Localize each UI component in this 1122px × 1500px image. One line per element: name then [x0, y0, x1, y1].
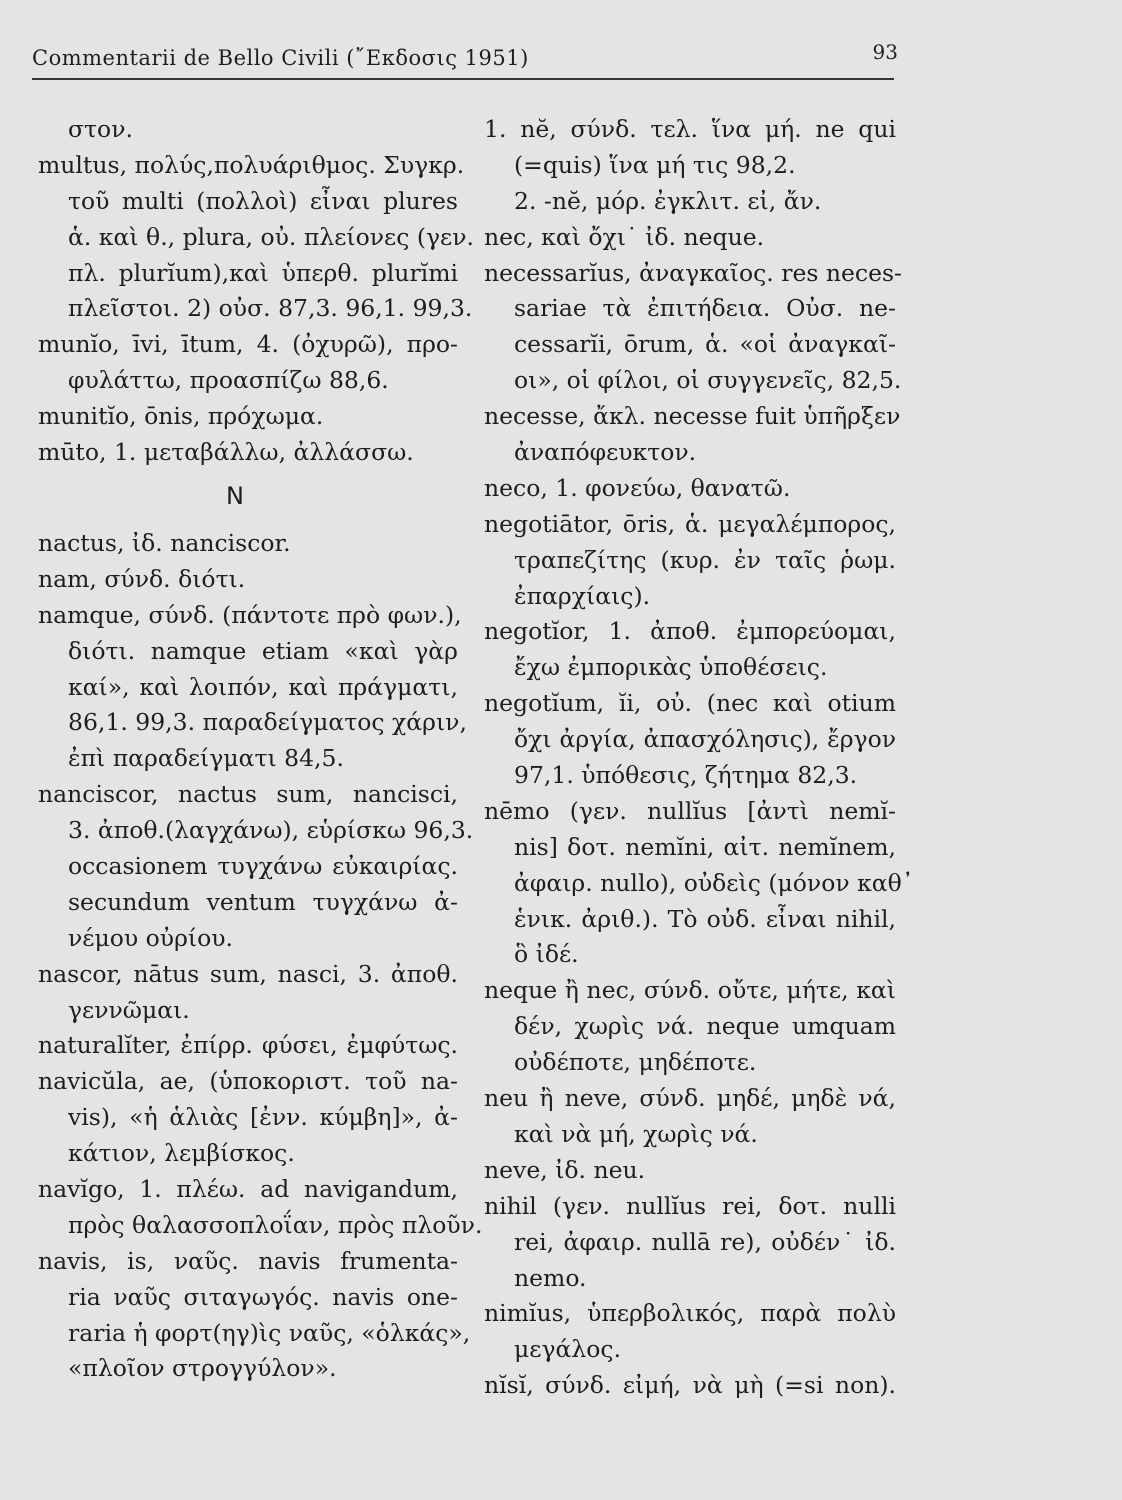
- dictionary-line: neco, 1. φονεύω, θανατῶ.: [484, 473, 791, 502]
- dictionary-line: οι», οἱ φίλοι, οἱ συγγενεῖς, 82,5.: [514, 366, 902, 395]
- dictionary-line: munitĭo, ōnis, πρόχωμα.: [38, 402, 324, 431]
- header-divider: [32, 78, 894, 80]
- dictionary-line: nimĭus, ὑπερβολικός, παρὰ πολὺ: [484, 1299, 896, 1328]
- dictionary-line: mūto, 1. μεταβάλλω, ἀλλάσσω.: [38, 438, 414, 467]
- dictionary-line: νέμου οὐρίου.: [68, 923, 234, 952]
- dictionary-line: negotĭum, ĭi, οὐ. (nec καὶ otium: [484, 689, 896, 718]
- dictionary-line: 2. -nĕ, μόρ. ἐγκλιτ. εἰ, ἄν.: [514, 186, 822, 215]
- dictionary-line: nemo.: [514, 1263, 587, 1292]
- dictionary-line: necessarĭus, ἀναγκαῖος. res neces-: [484, 258, 902, 287]
- dictionary-line: vis), «ἡ ἁλιὰς [ἐνν. κύμβη]», ἀ-: [68, 1103, 458, 1132]
- dictionary-line: «πλοῖον στρογγύλον».: [68, 1354, 337, 1383]
- dictionary-line: namque, σύνδ. (πάντοτε πρὸ φων.),: [38, 600, 462, 629]
- dictionary-line: munĭo, īvi, ītum, 4. (ὀχυρῶ), προ-: [38, 330, 458, 359]
- header-title: Commentarii de Bello Civili (῎Εκδοσις 1951): [32, 46, 529, 70]
- left-column-bottom: [38, 526, 483, 1387]
- dictionary-line: nascor, nātus sum, nasci, 3. ἀποθ.: [38, 959, 458, 988]
- left-column-top: [38, 112, 474, 471]
- dictionary-line: ἐπαρχίαις).: [514, 581, 651, 610]
- dictionary-line: ἀναπόφευκτον.: [514, 438, 697, 467]
- dictionary-line: ἐπὶ παραδείγματι 84,5.: [68, 744, 344, 773]
- dictionary-line: ὃ ἰδέ.: [514, 940, 579, 969]
- dictionary-line: secundum ventum τυγχάνω ἀ-: [68, 887, 458, 916]
- dictionary-line: ἑνικ. ἀριθ.). Τὸ οὐδ. εἶναι nihil,: [514, 904, 896, 933]
- dictionary-line: στον.: [68, 115, 133, 143]
- dictionary-line: πλ. plurĭum),καὶ ὑπερθ. plurĭmi: [68, 258, 458, 287]
- dictionary-line: διότι. namque etiam «καὶ γὰρ: [68, 636, 458, 665]
- dictionary-line: μεγάλος.: [514, 1335, 622, 1364]
- dictionary-line: rei, ἀφαιρ. nullā re), οὐδέν˙ ἰδ.: [514, 1227, 896, 1256]
- running-header: [32, 40, 898, 80]
- dictionary-line: καὶ νὰ μή, χωρὶς νά.: [514, 1119, 758, 1148]
- dictionary-line: κάτιον, λεμβίσκος.: [68, 1139, 295, 1168]
- dictionary-line: γεννῶμαι.: [68, 995, 190, 1024]
- dictionary-line: ἔχω ἐμπορικὰς ὑποθέσεις.: [514, 653, 828, 682]
- dictionary-line: 86,1. 99,3. παραδείγματος χάριν,: [68, 708, 467, 737]
- dictionary-line: ὄχι ἀργία, ἀπασχόλησις), ἔργον: [514, 725, 896, 754]
- dictionary-line: neve, ἰδ. neu.: [484, 1155, 646, 1184]
- dictionary-line: navicŭla, ae, (ὑποκοριστ. τοῦ na-: [38, 1067, 458, 1096]
- dictionary-line: 3. ἀποθ.(λαγχάνω), εὑρίσκω 96,3.: [68, 816, 474, 845]
- dictionary-line: navis, is, ναῦς. navis frumenta-: [38, 1246, 458, 1275]
- dictionary-line: (=quis) ἵνα μή τις 98,2.: [514, 150, 796, 179]
- dictionary-line: sariae τὰ ἐπιτήδεια. Οὐσ. ne-: [514, 294, 896, 323]
- dictionary-line: δέν, χωρὶς νά. neque umquam: [514, 1012, 896, 1041]
- dictionary-line: neque ἢ nec, σύνδ. οὔτε, μήτε, καὶ: [484, 976, 896, 1005]
- dictionary-line: nam, σύνδ. διότι.: [38, 564, 246, 593]
- dictionary-line: nactus, ἰδ. nanciscor.: [38, 529, 291, 557]
- dictionary-line: raria ἡ φορτ(ηγ)ὶς ναῦς, «ὁλκάς»,: [68, 1318, 471, 1347]
- dictionary-line: ἁ. καὶ θ., plura, οὐ. πλείονες (γεν.: [68, 222, 474, 251]
- dictionary-line: 97,1. ὑπόθεσις, ζήτημα 82,3.: [514, 761, 858, 790]
- dictionary-line: nĭsĭ, σύνδ. εἰμή, νὰ μὴ (=si non).: [484, 1371, 896, 1400]
- page-number: 93: [872, 40, 898, 64]
- dictionary-line: φυλάττω, προασπίζω 88,6.: [68, 366, 389, 395]
- dictionary-line: οὐδέποτε, μηδέποτε.: [514, 1048, 757, 1077]
- dictionary-line: nis] δοτ. nemĭni, αἰτ. nemĭnem,: [514, 832, 896, 861]
- dictionary-line: πρὸς θαλασσοπλοΐαν, πρὸς πλοῦν.: [68, 1210, 483, 1239]
- dictionary-line: negotiātor, ōris, ἁ. μεγαλέμπορος,: [484, 509, 896, 538]
- dictionary-line: multus, πολύς,πολυάριθμος. Συγκρ.: [38, 150, 465, 179]
- dictionary-line: neu ἢ neve, σύνδ. μηδέ, μηδὲ νά,: [484, 1084, 896, 1113]
- dictionary-line: καί», καὶ λοιπόν, καὶ πράγματι,: [68, 672, 458, 701]
- dictionary-line: necesse, ἄκλ. necesse fuit ὑπῆρξεν: [484, 402, 901, 431]
- dictionary-line: nec, καὶ ὄχι˙ ἰδ. neque.: [484, 222, 765, 251]
- dictionary-line: occasionem τυγχάνω εὐκαιρίας.: [68, 852, 458, 881]
- dictionary-line: ria ναῦς σιταγωγός. navis one-: [68, 1282, 458, 1311]
- dictionary-line: negotĭor, 1. ἀποθ. ἐμπορεύομαι,: [484, 617, 896, 646]
- section-letter: N: [226, 482, 244, 510]
- dictionary-line: πλεῖστοι. 2) οὐσ. 87,3. 96,1. 99,3.: [68, 294, 473, 323]
- dictionary-line: cessarĭi, ōrum, ἁ. «οἱ ἀναγκαῖ-: [514, 330, 896, 359]
- dictionary-line: ἀφαιρ. nullo), οὐδεὶς (μόνον καθ᾽: [514, 868, 914, 897]
- dictionary-line: τοῦ multi (πολλοὶ) εἶναι plures: [68, 186, 458, 215]
- dictionary-line: nēmo (γεν. nullĭus [ἀντὶ nemĭ-: [484, 796, 896, 825]
- dictionary-line: 1. nĕ, σύνδ. τελ. ἵνα μή. ne qui: [484, 115, 896, 143]
- right-column: [484, 112, 914, 1404]
- dictionary-line: navĭgo, 1. πλέω. ad navigandum,: [38, 1175, 458, 1204]
- dictionary-line: nihil (γεν. nullĭus rei, δοτ. nulli: [484, 1191, 896, 1220]
- dictionary-line: nanciscor, nactus sum, nancisci,: [38, 780, 458, 809]
- dictionary-line: naturalĭter, ἐπίρρ. φύσει, ἐμφύτως.: [38, 1031, 458, 1060]
- dictionary-line: τραπεζίτης (κυρ. ἐν ταῖς ῥωμ.: [514, 545, 896, 574]
